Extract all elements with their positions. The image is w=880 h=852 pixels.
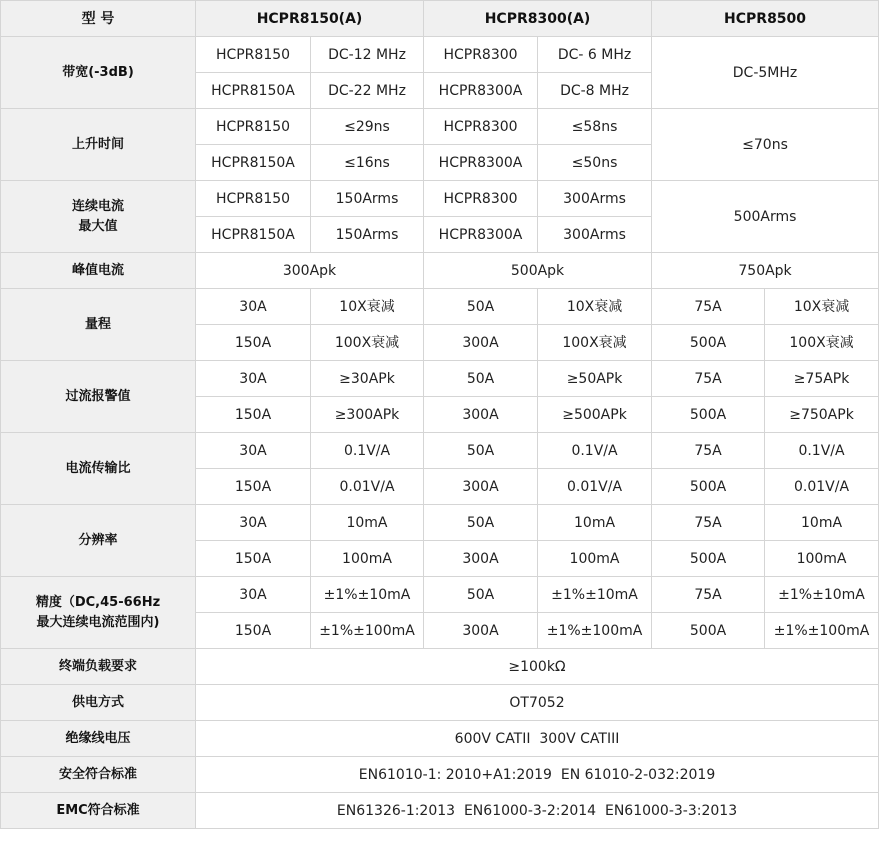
cell: HCPR8150A	[196, 217, 311, 253]
cell: 10mA	[765, 505, 879, 541]
cell: 300A	[424, 613, 538, 649]
header-model-label: 型 号	[1, 1, 196, 37]
cell: 0.1V/A	[765, 433, 879, 469]
cell: HCPR8300	[424, 181, 538, 217]
cell: 30A	[196, 361, 311, 397]
cell: EN61010-1: 2010+A1:2019 EN 61010-2-032:2019	[196, 757, 879, 793]
row-label-max-continuous	[1, 181, 196, 253]
cell: ≥750APk	[765, 397, 879, 433]
table-row	[1, 433, 879, 469]
cell: 10X衰减	[765, 289, 879, 325]
cell: 300Arms	[538, 217, 652, 253]
cell: HCPR8150	[196, 181, 311, 217]
cell: 500Apk	[424, 253, 652, 289]
cell: 500Arms	[652, 181, 879, 253]
table-row	[1, 37, 879, 73]
cell: 50A	[424, 505, 538, 541]
cell: 100mA	[311, 541, 424, 577]
table-row	[1, 253, 879, 289]
row-label-resolution: 分辨率	[1, 505, 196, 577]
cell: ≥100kΩ	[196, 649, 879, 685]
cell: ±1%±100mA	[765, 613, 879, 649]
cell: 100mA	[765, 541, 879, 577]
cell: 300A	[424, 325, 538, 361]
cell: 300A	[424, 397, 538, 433]
cell: 30A	[196, 577, 311, 613]
cell: 30A	[196, 505, 311, 541]
cell: 75A	[652, 361, 765, 397]
cell: 75A	[652, 289, 765, 325]
row-label-safety: 安全符合标准	[1, 757, 196, 793]
cell: DC-5MHz	[652, 37, 879, 109]
cell: ±1%±100mA	[538, 613, 652, 649]
cell: 10mA	[538, 505, 652, 541]
header-model-a: HCPR8150(A)	[196, 1, 424, 37]
cell: 150A	[196, 613, 311, 649]
header-model-c: HCPR8500	[652, 1, 879, 37]
cell: 500A	[652, 397, 765, 433]
cell: 150A	[196, 325, 311, 361]
cell: 50A	[424, 361, 538, 397]
label-line: 最大值	[78, 218, 118, 234]
row-label-range: 量程	[1, 289, 196, 361]
cell: ≤58ns	[538, 109, 652, 145]
cell: 150A	[196, 397, 311, 433]
cell: 10mA	[311, 505, 424, 541]
cell: DC-12 MHz	[311, 37, 424, 73]
table-row	[1, 793, 879, 829]
row-label-accuracy	[1, 577, 196, 649]
cell: 0.01V/A	[765, 469, 879, 505]
row-label-rise-time: 上升时间	[1, 109, 196, 181]
cell: 500A	[652, 325, 765, 361]
cell: DC-8 MHz	[538, 73, 652, 109]
cell: 100mA	[538, 541, 652, 577]
table-row	[1, 685, 879, 721]
cell: 300A	[424, 541, 538, 577]
table-row	[1, 109, 879, 145]
cell: ≥75APk	[765, 361, 879, 397]
cell: ≥50APk	[538, 361, 652, 397]
cell: 150A	[196, 541, 311, 577]
cell: ±1%±100mA	[311, 613, 424, 649]
header-row	[1, 1, 879, 37]
row-label-power-supply: 供电方式	[1, 685, 196, 721]
cell: 500A	[652, 613, 765, 649]
cell: HCPR8300A	[424, 217, 538, 253]
cell: ±1%±10mA	[311, 577, 424, 613]
cell: 300A	[424, 469, 538, 505]
row-label-termination: 终端负载要求	[1, 649, 196, 685]
cell: HCPR8300A	[424, 73, 538, 109]
table-row	[1, 649, 879, 685]
cell: 300Apk	[196, 253, 424, 289]
label-line: 精度（DC,45-66Hz	[35, 594, 161, 610]
cell: HCPR8300A	[424, 145, 538, 181]
cell: ≥500APk	[538, 397, 652, 433]
cell: OT7052	[196, 685, 879, 721]
cell: HCPR8150	[196, 37, 311, 73]
cell: 500A	[652, 469, 765, 505]
cell: ≤70ns	[652, 109, 879, 181]
cell: EN61326-1:2013 EN61000-3-2:2014 EN61000-3-3:2013	[196, 793, 879, 829]
label-line: 最大连续电流范围内)	[36, 614, 160, 630]
cell: DC-22 MHz	[311, 73, 424, 109]
cell: ≤16ns	[311, 145, 424, 181]
cell: HCPR8300	[424, 37, 538, 73]
cell: 50A	[424, 577, 538, 613]
cell: 150A	[196, 469, 311, 505]
cell: 300Arms	[538, 181, 652, 217]
cell: HCPR8150	[196, 109, 311, 145]
header-model-b: HCPR8300(A)	[424, 1, 652, 37]
table-row	[1, 721, 879, 757]
cell: 0.01V/A	[311, 469, 424, 505]
row-label-peak-current: 峰值电流	[1, 253, 196, 289]
cell: ≤50ns	[538, 145, 652, 181]
table-row	[1, 577, 879, 613]
row-label-overcurrent-alarm: 过流报警值	[1, 361, 196, 433]
cell: 50A	[424, 289, 538, 325]
cell: 10X衰减	[311, 289, 424, 325]
cell: ≤29ns	[311, 109, 424, 145]
row-label-transfer-ratio: 电流传输比	[1, 433, 196, 505]
cell: 30A	[196, 289, 311, 325]
cell: 0.01V/A	[538, 469, 652, 505]
cell: 100X衰减	[538, 325, 652, 361]
label-line: 连续电流	[71, 198, 124, 214]
table-row	[1, 361, 879, 397]
cell: 10X衰减	[538, 289, 652, 325]
cell: 100X衰减	[765, 325, 879, 361]
table-row	[1, 505, 879, 541]
cell: 75A	[652, 505, 765, 541]
cell: 75A	[652, 577, 765, 613]
cell: 0.1V/A	[538, 433, 652, 469]
cell: 50A	[424, 433, 538, 469]
table-row	[1, 757, 879, 793]
cell: ±1%±10mA	[765, 577, 879, 613]
cell: ≥300APk	[311, 397, 424, 433]
cell: 0.1V/A	[311, 433, 424, 469]
cell: 150Arms	[311, 181, 424, 217]
row-label-emc: EMC符合标准	[1, 793, 196, 829]
cell: HCPR8150A	[196, 73, 311, 109]
cell: ≥30APk	[311, 361, 424, 397]
row-label-insulation: 绝缘线电压	[1, 721, 196, 757]
cell: 100X衰减	[311, 325, 424, 361]
row-label-bandwidth: 带宽(-3dB)	[1, 37, 196, 109]
table-row	[1, 289, 879, 325]
cell: DC- 6 MHz	[538, 37, 652, 73]
cell: 75A	[652, 433, 765, 469]
table-row	[1, 181, 879, 217]
cell: 150Arms	[311, 217, 424, 253]
cell: ±1%±10mA	[538, 577, 652, 613]
cell: HCPR8150A	[196, 145, 311, 181]
cell: 30A	[196, 433, 311, 469]
cell: 500A	[652, 541, 765, 577]
cell: 750Apk	[652, 253, 879, 289]
cell: HCPR8300	[424, 109, 538, 145]
cell: 600V CATII 300V CATIII	[196, 721, 879, 757]
